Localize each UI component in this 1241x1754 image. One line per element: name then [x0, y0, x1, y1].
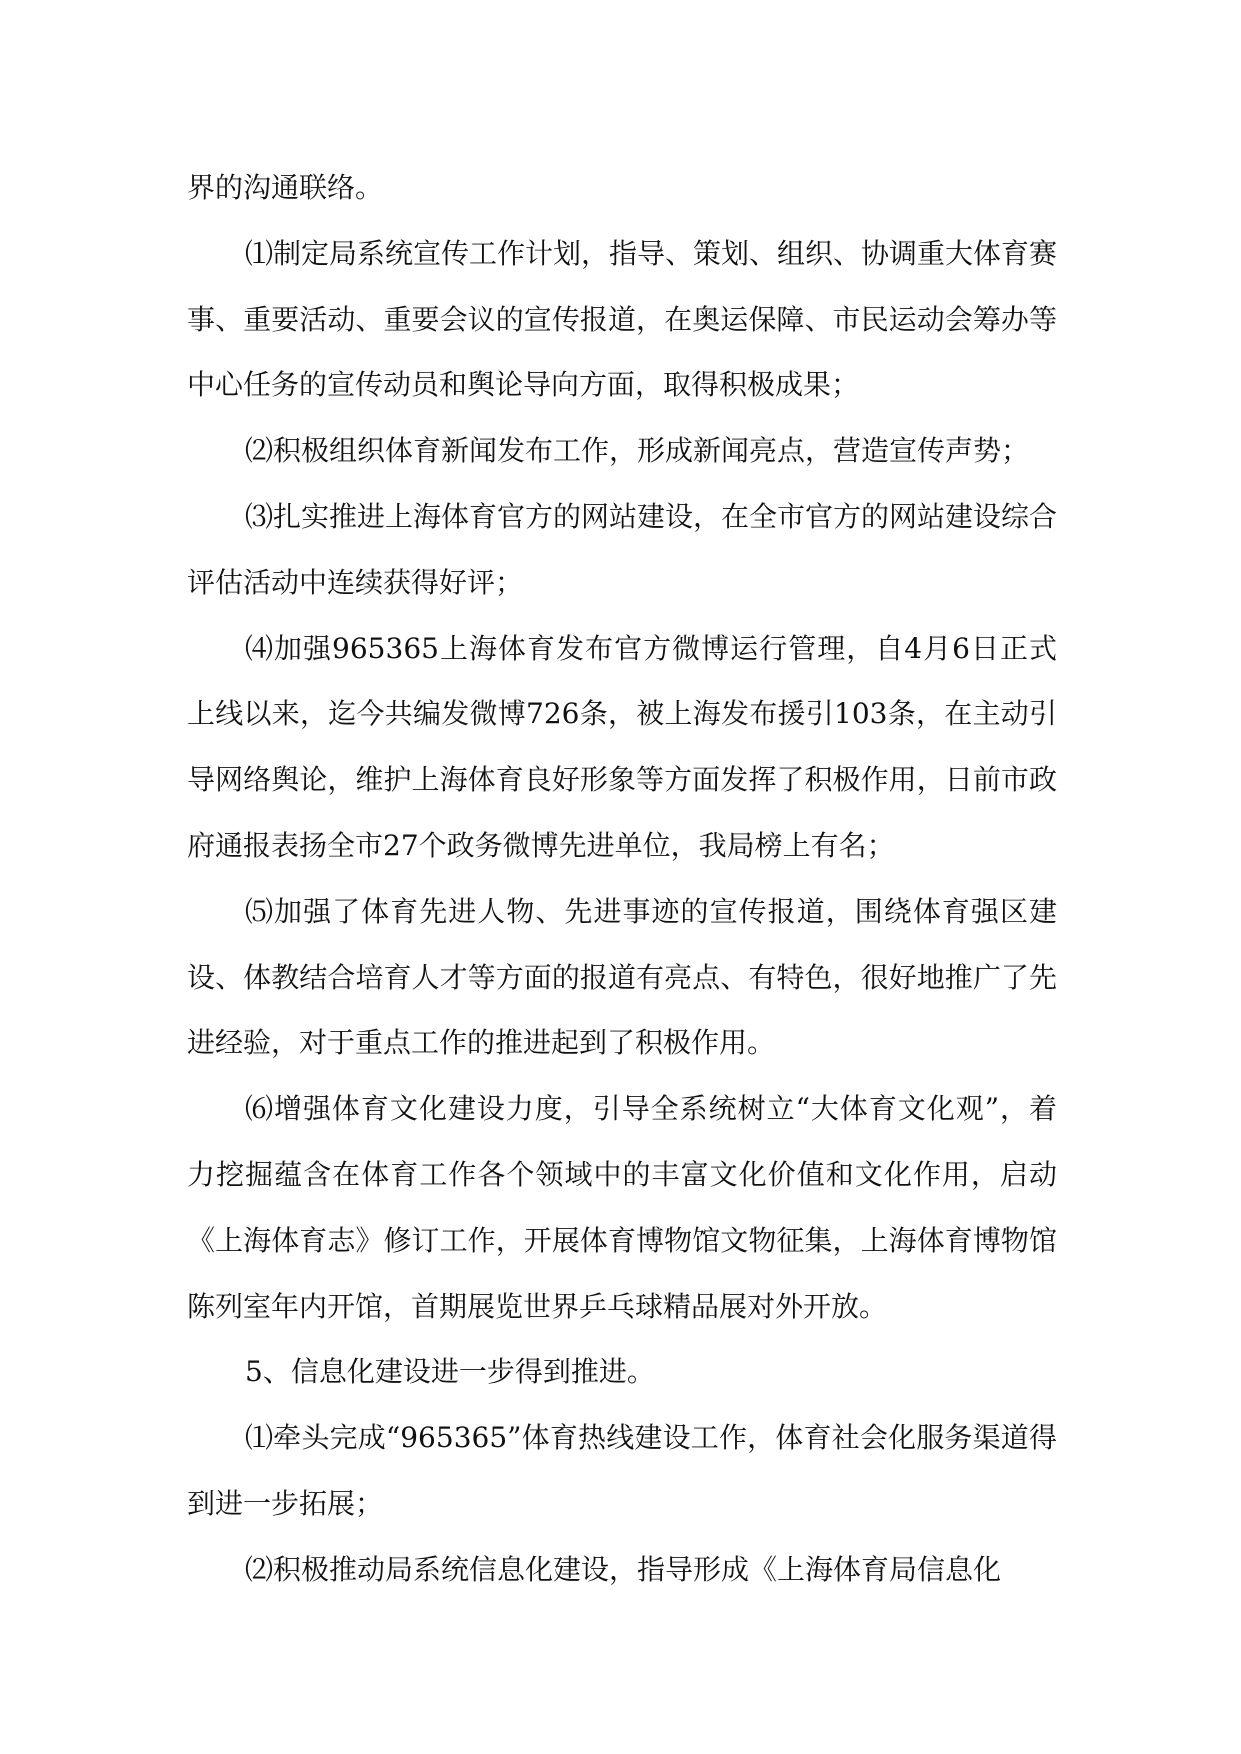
- paragraph-item-5-reporting: ⑸加强了体育先进人物、先进事迹的宣传报道，围绕体育强区建设、体教结合培育人才等方面的报道有亮点、有特色，很好地推广了先进经验，对于重点工作的推进起到了积极作用。: [187, 894, 1057, 1060]
- paragraph-item-2-informatization: ⑵积极推动局系统信息化建设，指导形成《上海体育局信息化: [245, 1552, 1002, 1586]
- paragraph-item-3-website: ⑶扎实推进上海体育官方的网站建设，在全市官方的网站建设综合评估活动中连续获得好评；: [187, 499, 1058, 599]
- document-body: [187, 155, 1057, 1603]
- section-heading-informatization: 5、信息化建设进一步得到推进。: [245, 1355, 655, 1389]
- paragraph-item-2-news-release: ⑵积极组织体育新闻发布工作，形成新闻亮点，营造宣传声势；: [245, 434, 1030, 468]
- paragraph-item-1-publicity-plan: ⑴制定局系统宣传工作计划，指导、策划、组织、协调重大体育赛事、重要活动、重要会议的宣传报道，在奥运保障、市民运动会筹办等中心任务的宣传动员和舆论导向方面，取得积极成果；: [187, 236, 1058, 402]
- paragraph-item-1-hotline: ⑴牵头完成“965365”体育热线建设工作，体育社会化服务渠道得到进一步拓展；: [187, 1421, 1057, 1520]
- paragraph-continuation: 界的沟通联络。: [187, 171, 384, 204]
- paragraph-item-4-weibo: ⑷加强965365上海体育发布官方微博运行管理，自4月6日正式上线以来，迄今共编发微博726条，被上海发布援引103条，在主动引导网络舆论，维护上海体育良好形象等方面发挥了积极作用，日前市政府通报表扬全市27个政务微博先进单位，我局榜上有名；: [187, 631, 1057, 862]
- paragraph-item-6-culture: ⑹增强体育文化建设力度，引导全系统树立“大体育文化观”，着力挖掘蕴含在体育工作各个领域中的丰富文化价值和文化作用，启动《上海体育志》修订工作，开展体育博物馆文物征集，上海体育博物馆陈列室年内开馆，首期展览世界乒乓球精品展对外开放。: [187, 1092, 1057, 1323]
